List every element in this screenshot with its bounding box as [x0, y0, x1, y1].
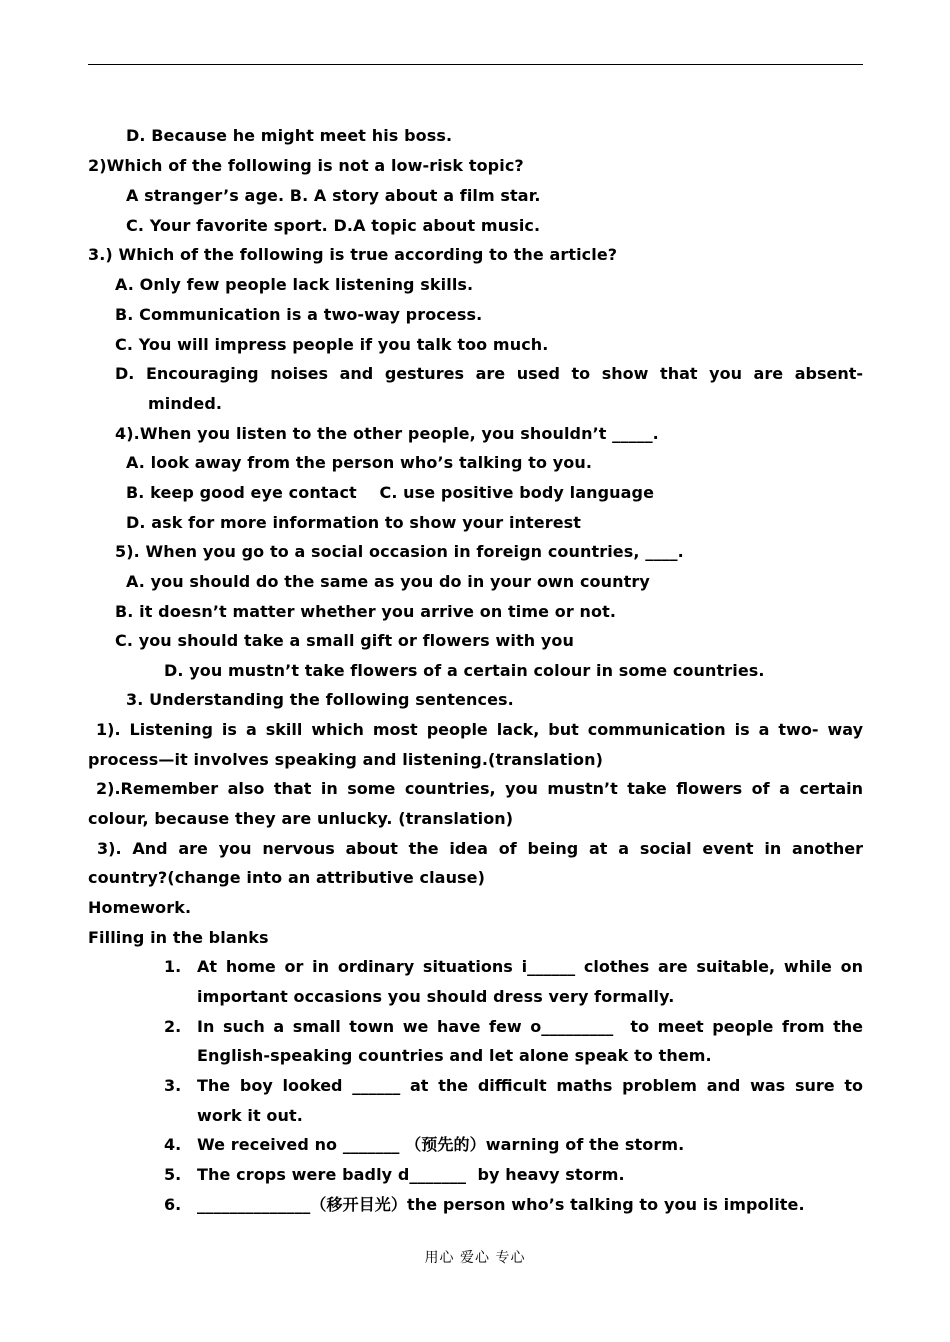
sentence-1-line2: process—it involves speaking and listening.(translation)	[88, 750, 604, 769]
q2-options-ab: A stranger’s age. B. A story about a film star.	[126, 186, 541, 205]
blank-3-number: 3.	[164, 1076, 182, 1095]
q3-option-c: C. You will impress people if you talk too much.	[115, 335, 549, 354]
q3-stem: 3.) Which of the following is true according to the article?	[88, 245, 618, 264]
q4-stem: 4).When you listen to the other people, you shouldn’t _____.	[115, 424, 659, 443]
q2-options-cd: C. Your favorite sport. D.A topic about music.	[126, 216, 541, 235]
q5-option-c: C. you should take a small gift or flowers with you	[115, 631, 574, 650]
q3-option-d-line2: minded.	[148, 394, 223, 413]
blank-1-line1: At home or in ordinary situations i______ clothes are suitable, while on	[197, 957, 863, 976]
homework-title: Homework.	[88, 898, 192, 917]
q5-option-d: D. you mustn’t take flowers of a certain colour in some countries.	[164, 661, 765, 680]
understanding-heading: 3. Understanding the following sentences.	[126, 690, 514, 709]
blank-3-line2: work it out.	[197, 1106, 303, 1125]
q4-option-a: A. look away from the person who’s talking to you.	[126, 453, 593, 472]
header-rule	[88, 64, 863, 65]
blank-4-text: We received no _______ （预先的）warning of the storm.	[197, 1135, 685, 1154]
q2-stem: 2)Which of the following is not a low-risk topic?	[88, 156, 524, 175]
q3-option-a: A. Only few people lack listening skills.	[115, 275, 474, 294]
q1-option-d: D. Because he might meet his boss.	[126, 126, 453, 145]
q5-stem: 5). When you go to a social occasion in foreign countries, ____.	[115, 542, 684, 561]
blank-1-line2: important occasions you should dress very formally.	[197, 987, 675, 1006]
sentence-1-line1: 1). Listening is a skill which most people lack, but communication is a two- way	[96, 720, 863, 739]
blank-5-text: The crops were badly d_______ by heavy storm.	[197, 1165, 625, 1184]
homework-subtitle: Filling in the blanks	[88, 928, 269, 947]
blank-4-number: 4.	[164, 1135, 182, 1154]
sentence-2-line1: 2).Remember also that in some countries, you mustn’t take flowers of a certain	[96, 779, 863, 798]
blank-5-number: 5.	[164, 1165, 182, 1184]
q3-option-d-line1: D. Encouraging noises and gestures are used to show that you are absent-	[115, 364, 863, 383]
blank-2-line2: English-speaking countries and let alone speak to them.	[197, 1046, 712, 1065]
q4-option-d: D. ask for more information to show your interest	[126, 513, 582, 532]
q4-options-bc: B. keep good eye contact C. use positive body language	[126, 483, 655, 502]
sentence-3-line1: 3). And are you nervous about the idea of being at a social event in another	[97, 839, 863, 858]
sentence-3-line2: country?(change into an attributive clause)	[88, 868, 486, 887]
blank-6-text: ______________（移开目光）the person who’s talking to you is impolite.	[197, 1195, 805, 1214]
q5-option-a: A. you should do the same as you do in your own country	[126, 572, 650, 591]
sentence-2-line2: colour, because they are unlucky. (translation)	[88, 809, 514, 828]
q3-option-b: B. Communication is a two-way process.	[115, 305, 483, 324]
q5-option-b: B. it doesn’t matter whether you arrive on time or not.	[115, 602, 617, 621]
blank-3-line1: The boy looked ______ at the difficult maths problem and was sure to	[197, 1076, 863, 1095]
blank-1-number: 1.	[164, 957, 182, 976]
blank-2-number: 2.	[164, 1017, 182, 1036]
page-footer: 用心 爱心 专心	[424, 1250, 526, 1266]
blank-2-line1: In such a small town we have few o_________ to meet people from the	[197, 1017, 863, 1036]
blank-6-number: 6.	[164, 1195, 182, 1214]
